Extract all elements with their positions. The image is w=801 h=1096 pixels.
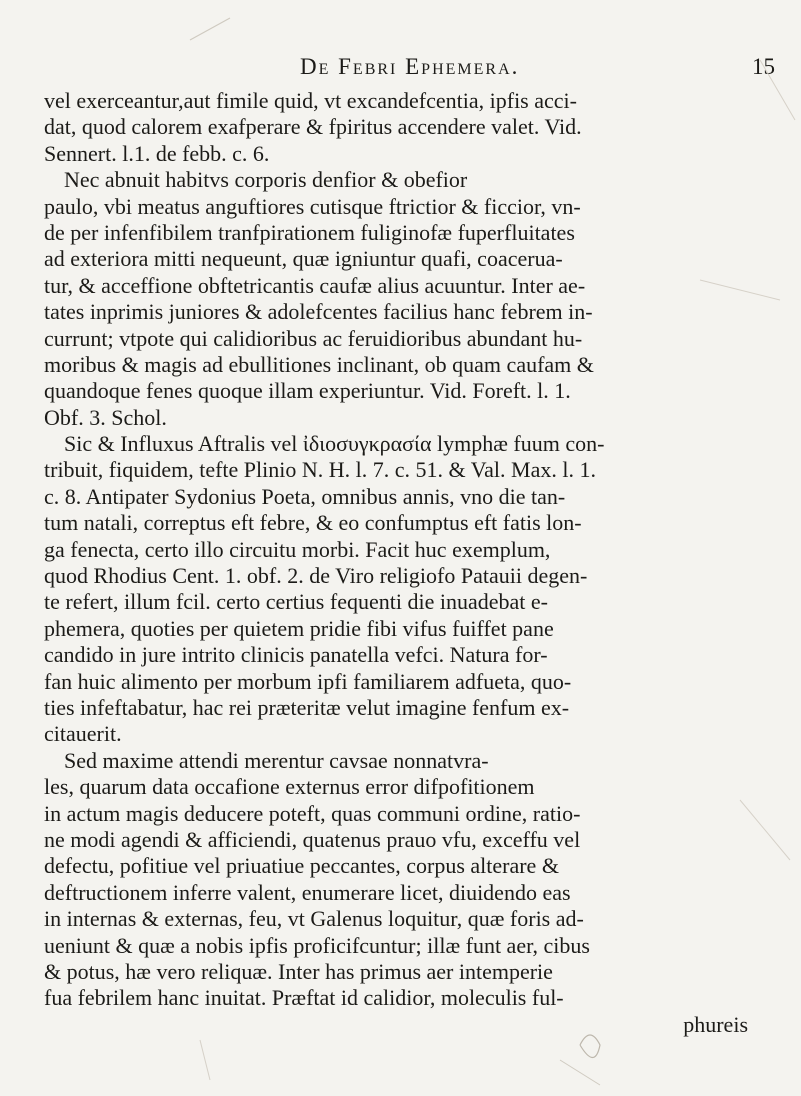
text-line: fan huic alimento per morbum ipfi familiarem adfueta, quo- [44,668,572,694]
running-title: De Febri Ephemera. [300,54,520,79]
text-line: vel exerceantur,aut fimile quid, vt excandefcentia, ipfis acci- [44,88,577,113]
text-line: tum natali, correptus eft febre, & eo confumptus eft fatis lon- [44,510,582,536]
text-line: Nec abnuit habitvs corporis denfior & obefior [64,167,468,193]
text-line: dat, quod calorem exafperare & fpiritus accendere valet. Vid. [44,114,582,140]
text-line: te refert, illum fcil. certo certius fequenti die inuadebat e- [44,589,548,615]
text-line: citauerit. [44,721,122,747]
page-number: 15 [752,54,775,79]
page-header [0,54,801,86]
text-line: moribus & magis ad ebullitiones inclinant, ob quam caufam & [44,351,594,377]
text-line: currunt; vtpote qui calidioribus ac feruidioribus abundant hu- [44,325,583,351]
text-line: fua febrilem hanc inuitat. Præftat id calidior, moleculis ful- [44,985,564,1011]
text-line: quandoque fenes quoque illam experiuntur. Vid. Foreft. l. 1. [44,378,571,404]
text-line: Sennert. l.1. de febb. c. 6. [44,140,270,166]
text-line: de per infenfibilem tranfpirationem fuliginofæ fuperfluitates [44,219,575,245]
text-line: ties infeftabatur, hac rei præteritæ velut imagine fenfum ex- [44,694,570,720]
text-line: ad exteriora mitti nequeunt, quæ igniuntur quafi, coacerua- [44,246,563,272]
text-line: ga fenecta, certo illo circuitu morbi. Facit huc exemplum, [44,536,551,562]
text-line: les, quarum data occafione externus error difpofitionem [44,774,535,800]
text-line: ne modi agendi & afficiendi, quatenus prauo vfu, exceffu vel [44,826,581,852]
text-line: Sic & Influxus Aftralis vel ἰδιοσυγκρασία lymphæ fuum con- [64,431,605,457]
text-line: Obf. 3. Schol. [44,404,167,430]
text-line: tribuit, fiquidem, tefte Plinio N. H. l. 7. c. 51. & Val. Max. l. 1. [44,457,596,483]
text-line: quod Rhodius Cent. 1. obf. 2. de Viro religiofo Patauii degen- [44,563,588,589]
text-line: phemera, quoties per quietem pridie fibi vifus fuiffet pane [44,615,554,641]
text-line: candido in jure intrito clinicis panatella vefci. Natura for- [44,642,548,668]
body-text [44,88,768,1038]
text-line: tates inprimis juniores & adolefcentes facilius hanc febrem in- [44,299,593,325]
text-line: tur, & acceffione obftetricantis caufæ alius acuuntur. Inter ae- [44,272,586,298]
text-line: & potus, hæ vero reliquæ. Inter has primus aer intemperie [44,958,553,984]
text-line: c. 8. Antipater Sydonius Poeta, omnibus annis, vno die tan- [44,483,566,509]
text-line: in actum magis deducere poteft, quas communi ordine, ratio- [44,800,581,826]
text-line: deftructionem inferre valent, enumerare licet, diuidendo eas [44,879,571,905]
text-line: Sed maxime attendi merentur cavsae nonnatvra- [64,747,489,773]
catchword: phureis [683,1011,748,1037]
text-line: defectu, pofitiue vel priuatiue peccantes, corpus alterare & [44,853,559,879]
text-line: paulo, vbi meatus anguftiores cutisque ftrictior & ficcior, vn- [44,193,581,219]
text-line: ueniunt & quæ a nobis ipfis proficifcuntur; illæ funt aer, cibus [44,932,590,958]
text-line: in internas & externas, feu, vt Galenus loquitur, quæ foris ad- [44,906,584,932]
